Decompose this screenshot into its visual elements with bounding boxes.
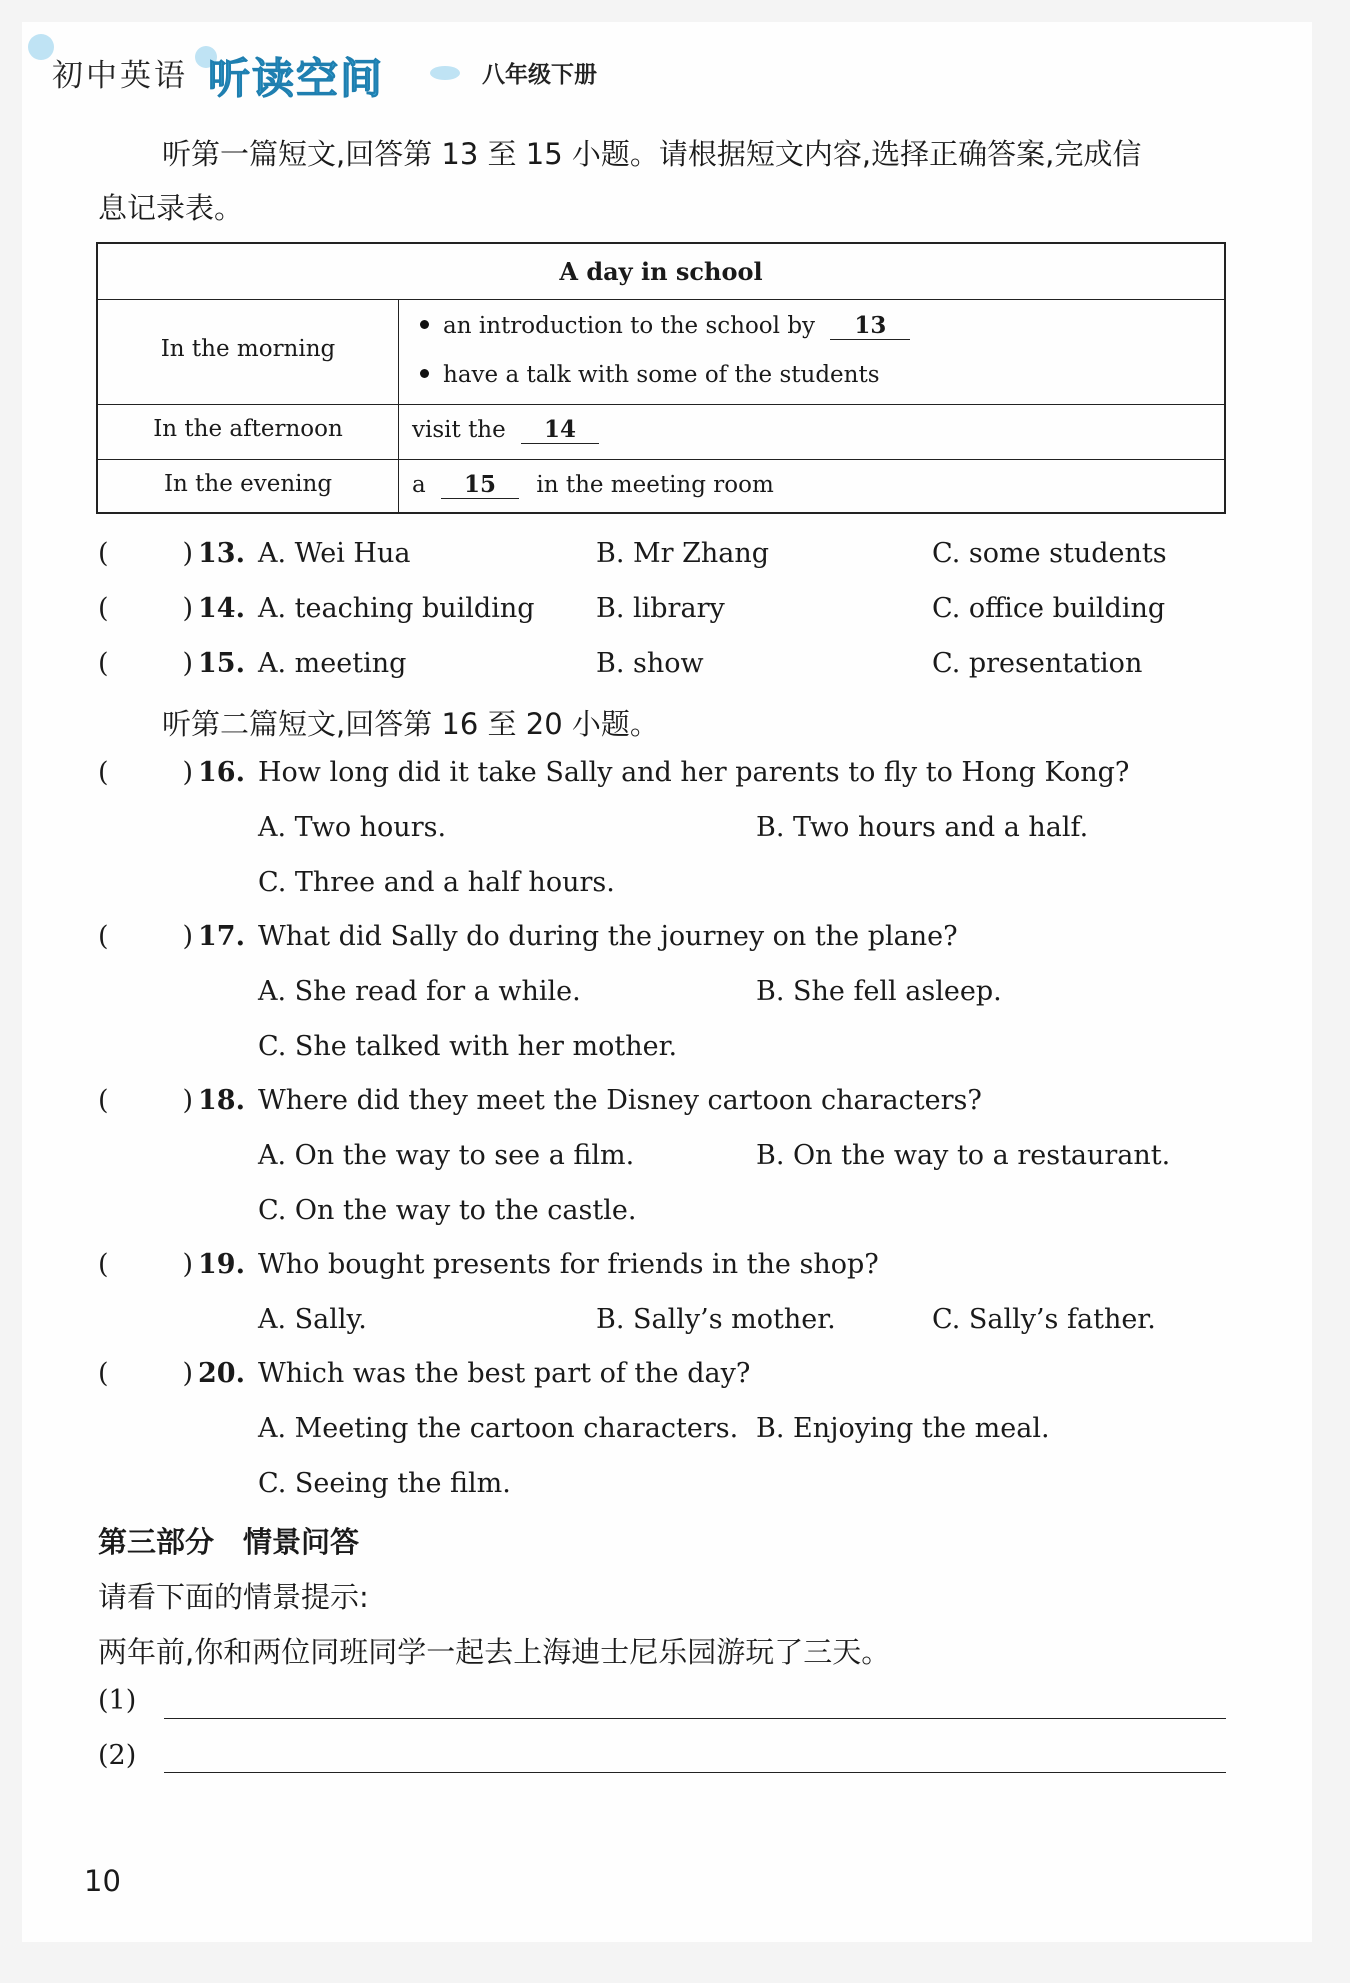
morning-item-2-text: have a talk with some of the students [443, 362, 880, 388]
answer-blank-13[interactable]: 13 [830, 312, 910, 340]
answer-paren-20[interactable]: ( ) [98, 1358, 194, 1389]
q19-option-a[interactable]: A. Sally. [258, 1304, 367, 1335]
passage2-intro: 听第二篇短文,回答第 16 至 20 小题。 [162, 707, 659, 741]
q20-option-b[interactable]: B. Enjoying the meal. [756, 1413, 1050, 1444]
question-number-20: 20. [198, 1358, 245, 1389]
question-number-19: 19. [198, 1249, 245, 1280]
question-number-14: 14. [198, 593, 245, 624]
answer-paren-17[interactable]: ( ) [98, 921, 194, 952]
answer-paren-18[interactable]: ( ) [98, 1085, 194, 1116]
q17-option-b[interactable]: B. She fell asleep. [756, 976, 1002, 1007]
q13-option-a[interactable]: A. Wei Hua [258, 538, 411, 569]
morning-item-1 [420, 312, 910, 340]
q15-option-a[interactable]: A. meeting [258, 648, 407, 679]
answer-label-2: (2) [98, 1740, 137, 1771]
q16-text: How long did it take Sally and her parents to fly to Hong Kong? [258, 757, 1130, 788]
header-grade: 八年级下册 [482, 62, 597, 88]
row-label-morning: In the morning [160, 336, 336, 362]
q16-option-a[interactable]: A. Two hours. [258, 812, 447, 843]
q15-option-b[interactable]: B. show [596, 648, 704, 679]
evening-text-post: in the meeting room [536, 472, 774, 498]
answer-paren-15[interactable]: ( ) [98, 648, 194, 679]
part3-heading: 第三部分 情景问答 [98, 1525, 360, 1559]
answer-line-1[interactable] [164, 1718, 1226, 1719]
q16-option-b[interactable]: B. Two hours and a half. [756, 812, 1089, 843]
bullet-icon [420, 369, 429, 378]
passage1-intro-line1: 听第一篇短文,回答第 13 至 15 小题。请根据短文内容,选择正确答案,完成信 [162, 137, 1142, 171]
q18-option-b[interactable]: B. On the way to a restaurant. [756, 1140, 1171, 1171]
table-title: A day in school [559, 257, 763, 286]
q20-option-c[interactable]: C. Seeing the film. [258, 1468, 511, 1499]
q15-option-c[interactable]: C. presentation [932, 648, 1143, 679]
q18-option-a[interactable]: A. On the way to see a film. [258, 1140, 635, 1171]
row-label-evening: In the evening [163, 471, 333, 497]
evening-entry [412, 471, 774, 499]
row-label-afternoon: In the afternoon [153, 416, 343, 442]
q17-option-c[interactable]: C. She talked with her mother. [258, 1031, 678, 1062]
q18-option-c[interactable]: C. On the way to the castle. [258, 1195, 637, 1226]
q19-text: Who bought presents for friends in the shop? [258, 1249, 879, 1280]
answer-paren-14[interactable]: ( ) [98, 593, 194, 624]
q20-option-a[interactable]: A. Meeting the cartoon characters. [258, 1413, 739, 1444]
decor-dot [28, 34, 54, 60]
part3-prompt: 请看下面的情景提示: [98, 1580, 369, 1614]
answer-paren-19[interactable]: ( ) [98, 1249, 194, 1280]
evening-text-pre: a [412, 472, 426, 498]
question-number-13: 13. [198, 538, 245, 569]
q14-option-a[interactable]: A. teaching building [258, 593, 535, 624]
table-column-divider [398, 299, 399, 512]
q20-text: Which was the best part of the day? [258, 1358, 751, 1389]
answer-blank-15[interactable]: 15 [441, 471, 519, 499]
q19-option-c[interactable]: C. Sally’s father. [932, 1304, 1156, 1335]
page-number: 10 [84, 1864, 121, 1898]
morning-item-2 [420, 362, 880, 388]
answer-blank-14[interactable]: 14 [521, 416, 599, 444]
question-number-17: 17. [198, 921, 245, 952]
q19-option-b[interactable]: B. Sally’s mother. [596, 1304, 836, 1335]
question-number-16: 16. [198, 757, 245, 788]
afternoon-text: visit the [412, 417, 506, 443]
q13-option-c[interactable]: C. some students [932, 538, 1167, 569]
answer-paren-16[interactable]: ( ) [98, 757, 194, 788]
q14-option-b[interactable]: B. library [596, 593, 725, 624]
passage1-intro-line2: 息记录表。 [98, 191, 244, 225]
q17-option-a[interactable]: A. She read for a while. [258, 976, 581, 1007]
q16-option-c[interactable]: C. Three and a half hours. [258, 867, 615, 898]
q18-text: Where did they meet the Disney cartoon characters? [258, 1085, 982, 1116]
decor-dot [430, 66, 460, 80]
question-number-18: 18. [198, 1085, 245, 1116]
q17-text: What did Sally do during the journey on the plane? [258, 921, 958, 952]
table-divider [98, 404, 1224, 405]
header-brand: 初中英语 [52, 58, 188, 94]
answer-paren-13[interactable]: ( ) [98, 538, 194, 569]
morning-item-1-text: an introduction to the school by [443, 313, 816, 339]
part3-scenario: 两年前,你和两位同班同学一起去上海迪士尼乐园游玩了三天。 [98, 1635, 891, 1669]
answer-label-1: (1) [98, 1685, 137, 1716]
q13-option-b[interactable]: B. Mr Zhang [596, 538, 770, 569]
q14-option-c[interactable]: C. office building [932, 593, 1166, 624]
answer-line-2[interactable] [164, 1772, 1226, 1773]
table-divider [98, 459, 1224, 460]
header-title: 听读空间 [208, 54, 385, 103]
bullet-icon [420, 320, 429, 329]
afternoon-entry [412, 416, 599, 444]
table-divider [98, 299, 1224, 300]
info-table [96, 242, 1226, 514]
question-number-15: 15. [198, 648, 245, 679]
